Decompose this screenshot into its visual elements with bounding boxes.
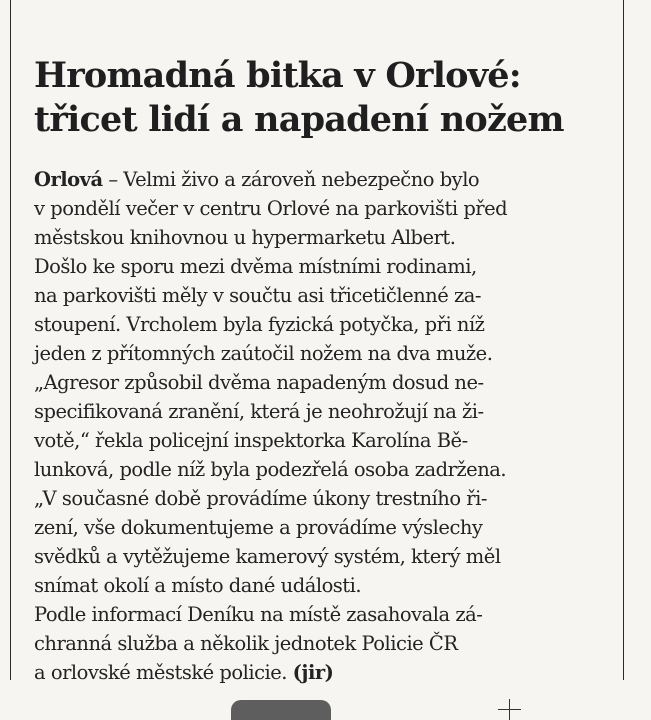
dateline: Orlová [34,168,103,191]
author-tag: (jir) [292,661,334,684]
article-line: Došlo ke sporu mezi dvěma místními rodinami, [34,255,477,278]
article-line: městskou knihovnou u hypermarketu Albert. [34,226,456,249]
dateline-dash: – [102,168,124,191]
article-line-last [34,658,634,687]
article-line: jeden z přítomných zaútočil nožem na dva muže. [34,342,493,365]
article-line: „V současné době provádíme úkony trestního ři- [34,487,487,510]
headline-line-1: Hromadná bitka v Orlové: [34,55,521,96]
article-line [34,165,634,194]
article-line: na parkovišti měly v součtu asi třicetičlenné za- [34,284,481,307]
article-line: „Agresor způsobil dvěma napadeným dosud ne- [34,371,484,394]
article-body [34,165,634,687]
last-line-text: a orlovské městské policie. [34,661,293,684]
article-line: chranná služba a několik jednotek Policie ČR [34,632,458,655]
crop-mark-icon [498,699,521,720]
article-line: Podle informací Deníku na místě zasahovala zá- [34,603,483,626]
headline-line-2: třicet lidí a napadení nožem [34,99,564,140]
article-headline [34,54,619,142]
article-line: snímat okolí a místo dané události. [34,574,362,597]
article-line: v pondělí večer v centru Orlové na parkovišti před [34,197,508,220]
article-line: specifikovaná zranění, která je neohrožují na ži- [34,400,484,423]
article-line: stoupení. Vrcholem byla fyzická potyčka, při níž [34,313,485,336]
article-line: svědků a vytěžujeme kamerový systém, který měl [34,545,501,568]
article-line-text: Velmi živo a zároveň nebezpečno bylo [123,168,480,191]
article-line: zení, vše dokumentujeme a provádíme výslechy [34,516,483,539]
gray-tab-shape [231,700,331,720]
article-line: lunková, podle níž byla podezřelá osoba zadržena. [34,458,507,481]
left-column-rule [10,0,11,680]
article-line: votě,“ řekla policejní inspektorka Karolína Bě- [34,429,468,452]
